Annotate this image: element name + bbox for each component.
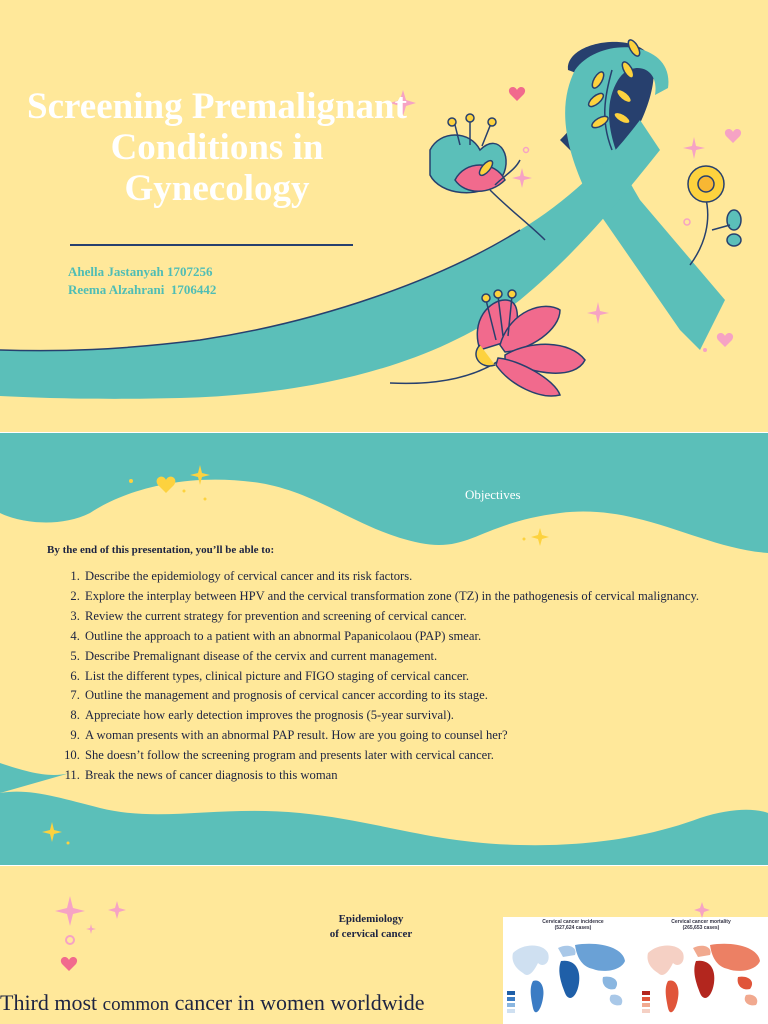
incidence-world-map — [503, 933, 633, 1023]
list-item: 11. Break the news of cancer diagnosis to this woman — [83, 766, 713, 786]
list-item: 7. Outline the management and prognosis of cervical cancer according to its stage. — [83, 686, 713, 706]
epidemiology-heading — [310, 912, 432, 942]
sparkle-decoration — [40, 886, 180, 1006]
author-2: Reema Alzahrani 1706442 — [68, 282, 217, 297]
mortality-map-title: Cervical cancer mortality (265,653 cases) — [671, 919, 731, 931]
list-item: 6. List the different types, clinical picture and FIGO staging of cervical cancer. — [83, 667, 713, 687]
headline-text: Third most common cancer in women worldwide — [0, 990, 425, 1015]
list-item: 3. Review the current strategy for prevention and screening of cervical cancer. — [83, 607, 713, 627]
heading-line-2: of cervical cancer — [329, 928, 413, 940]
author-1: Ahella Jastanyah 1707256 — [68, 264, 213, 279]
list-item: 5. Describe Premalignant disease of the cervix and current management. — [83, 647, 713, 667]
epidemiology-slide — [0, 866, 768, 1024]
ribbon-illustration — [0, 0, 768, 432]
objectives-list — [55, 567, 713, 786]
objectives-intro: By the end of this presentation, you’ll be able to: — [47, 544, 275, 556]
mortality-world-map — [638, 933, 768, 1023]
list-item: 2. Explore the interplay between HPV and the cervical transformation zone (TZ) in the pathogenesis of cervical malignancy. — [83, 587, 713, 607]
list-item: 8. Appreciate how early detection improves the prognosis (5-year survival). — [83, 706, 713, 726]
objectives-slide — [0, 433, 768, 865]
list-item: 4. Outline the approach to a patient with an abnormal Papanicolaou (PAP) smear. — [83, 627, 713, 647]
title-slide — [0, 0, 768, 432]
title-line-2: Conditions in — [110, 127, 324, 168]
incidence-map-title: Cervical cancer incidence (527,624 cases) — [542, 919, 604, 931]
list-item: 9. A woman presents with an abnormal PAP result. How are you going to counsel her? — [83, 726, 713, 746]
presentation-title — [0, 86, 442, 209]
list-item: 1. Describe the epidemiology of cervical cancer and its risk factors. — [83, 567, 713, 587]
title-divider — [70, 244, 353, 246]
list-item: 10. She doesn’t follow the screening program and presents later with cervical cancer. — [83, 746, 713, 766]
sparkle-icon — [692, 900, 712, 920]
objectives-heading: Objectives — [465, 487, 521, 502]
maps-panel — [503, 917, 768, 1024]
title-line-1: Screening Premalignant — [27, 86, 407, 127]
title-line-3: Gynecology — [124, 168, 310, 209]
heading-line-1: Epidemiology — [338, 913, 404, 925]
